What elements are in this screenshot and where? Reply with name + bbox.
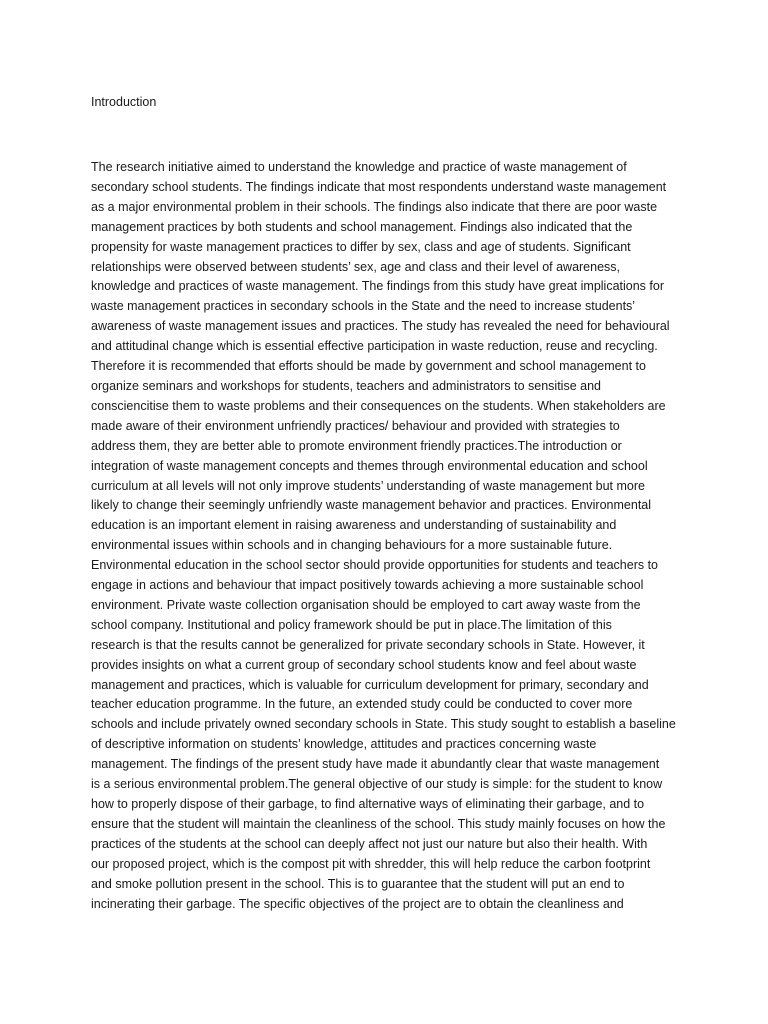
paragraph-line: relationships were observed between students’ sex, age and class and their level of awareness,: [91, 259, 621, 274]
paragraph-line: knowledge and practices of waste management. The findings from this study have great implications for: [91, 279, 664, 294]
paragraph-line: and smoke pollution present in the school. This is to guarantee that the student will put an end to: [91, 876, 625, 891]
paragraph-line: of descriptive information on students’ knowledge, attitudes and practices concerning waste: [91, 737, 597, 752]
paragraph-line: consciencitise them to waste problems and their consequences on the students. When stakeholders are: [91, 398, 666, 413]
paragraph-line: likely to change their seemingly unfriendly waste management behavior and practices. Environmental: [91, 498, 652, 513]
paragraph-line: waste management practices in secondary schools in the State and the need to increase students’: [91, 299, 636, 314]
paragraph-line: integration of waste management concepts and themes through environmental education and school: [91, 458, 648, 473]
body-paragraph: [91, 158, 691, 914]
paragraph-line: our proposed project, which is the compost pit with shredder, this will help reduce the carbon footprint: [91, 856, 651, 871]
paragraph-line: curriculum at all levels will not only improve students’ understanding of waste management but more: [91, 478, 645, 493]
paragraph-line: incinerating their garbage. The specific objectives of the project are to obtain the cleanliness and: [91, 896, 624, 911]
paragraph-line: how to properly dispose of their garbage, to find alternative ways of eliminating their garbage, and to: [91, 797, 645, 811]
paragraph-line: organize seminars and workshops for students, teachers and administrators to sensitise and: [91, 378, 601, 393]
paragraph-line: environmental issues within schools and in changing behaviours for a more sustainable future.: [91, 538, 613, 553]
paragraph-line: engage in actions and behaviour that impact positively towards achieving a more sustainable school: [91, 578, 644, 593]
paragraph-line: practices of the students at the school can deeply affect not just our nature but also their health. With: [91, 836, 648, 851]
paragraph-line: Therefore it is recommended that efforts should be made by government and school management to: [91, 359, 646, 374]
paragraph-line: research is that the results cannot be generalized for private secondary schools in State. However, it: [91, 637, 645, 652]
paragraph-line: as a major environmental problem in their schools. The findings also indicate that there are poor waste: [91, 199, 658, 214]
paragraph-line: made aware of their environment unfriendly practices/ behaviour and provided with strategies to: [91, 418, 620, 433]
paragraph-line: awareness of waste management issues and practices. The study has revealed the need for behavioural: [91, 319, 670, 334]
section-heading: Introduction: [91, 95, 157, 109]
paragraph-line: management practices by both students and school management. Findings also indicated that the: [91, 219, 633, 234]
paragraph-line: The research initiative aimed to understand the knowledge and practice of waste management of: [91, 160, 627, 174]
paragraph-line: is a serious environmental problem.The general objective of our study is simple: for the student to know: [91, 777, 663, 792]
paragraph-line: provides insights on what a current group of secondary school students know and feel about waste: [91, 657, 637, 672]
paragraph-line: management and practices, which is valuable for curriculum development for primary, secondary and: [91, 677, 649, 692]
paragraph-line: Environmental education in the school sector should provide opportunities for students and teachers to: [91, 558, 659, 573]
paragraph-line: and attitudinal change which is essential effective participation in waste reduction, reuse and recycling.: [91, 339, 658, 354]
paragraph-line: ensure that the student will maintain the cleanliness of the school. This study mainly focuses on how the: [91, 816, 666, 831]
paragraph-line: secondary school students. The findings indicate that most respondents understand waste management: [91, 179, 667, 194]
paragraph-line: environment. Private waste collection organisation should be employed to cart away waste from the: [91, 597, 641, 612]
paragraph-line: school company. Institutional and policy framework should be put in place.The limitation of this: [91, 617, 612, 632]
paragraph-line: address them, they are better able to promote environment friendly practices.The introduction or: [91, 438, 622, 453]
paragraph-line: management. The findings of the present study have made it abundantly clear that waste management: [91, 757, 660, 772]
paragraph-line: education is an important element in raising awareness and understanding of sustainability and: [91, 518, 617, 533]
paragraph-line: schools and include privately owned secondary schools in State. This study sought to establish a baseline: [91, 717, 676, 732]
paragraph-line: teacher education programme. In the future, an extended study could be conducted to cover more: [91, 697, 633, 712]
paragraph-line: propensity for waste management practices to differ by sex, class and age of students. Significant: [91, 239, 631, 254]
